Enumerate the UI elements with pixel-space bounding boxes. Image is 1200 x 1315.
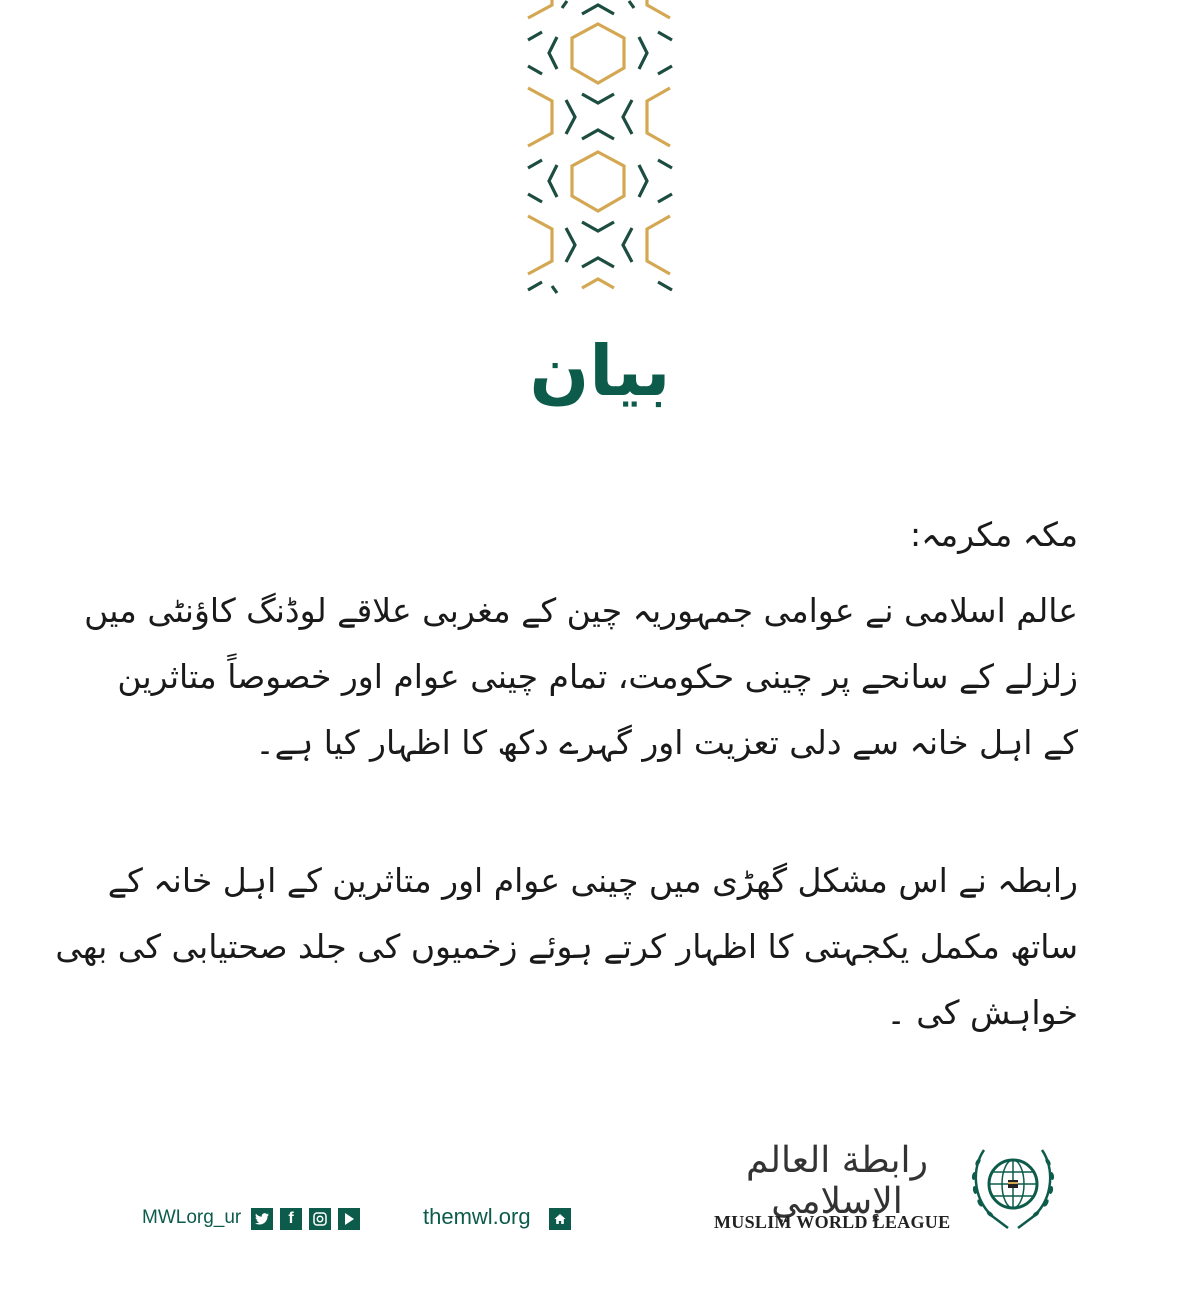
muslim-world-league-emblem-icon xyxy=(968,1142,1058,1234)
logo-arabic-text: رابطة العالم الإسلامي xyxy=(746,1140,928,1222)
paragraph-2 xyxy=(55,848,1078,1046)
website-link[interactable]: themwl.org xyxy=(423,1204,531,1229)
twitter-icon[interactable] xyxy=(251,1208,273,1230)
dateline-location: مکہ مکرمہ: xyxy=(910,515,1078,554)
paragraph-line: کے اہل خانہ سے دلی تعزیت اور گہرے دکھ کا اظہار کیا ہے۔ xyxy=(255,723,1078,762)
paragraph-line: ساتھ مکمل یکجہتی کا اظہار کرتے ہوئے زخمیوں کی جلد صحتیابی کی بھی xyxy=(55,927,1078,966)
logo-english-text: MUSLIM WORLD LEAGUE xyxy=(714,1212,951,1232)
paragraph-1 xyxy=(84,578,1078,776)
paragraph-line: عالم اسلامی نے عوامی جمہوریہ چین کے مغربی علاقے لوڈنگ کاؤنٹی میں xyxy=(84,591,1078,630)
decorative-geometric-pattern xyxy=(520,0,680,295)
instagram-icon[interactable] xyxy=(309,1208,331,1230)
facebook-icon[interactable]: f xyxy=(280,1208,302,1230)
paragraph-line: رابطہ نے اس مشکل گھڑی میں چینی عوام اور متاثرین کے اہل خانہ کے xyxy=(107,861,1078,900)
social-handle[interactable]: MWLorg_ur xyxy=(142,1207,242,1228)
home-icon[interactable] xyxy=(549,1208,571,1230)
youtube-icon[interactable] xyxy=(338,1208,360,1230)
page-title: بیان xyxy=(529,330,671,412)
paragraph-line: خواہش کی ۔ xyxy=(886,993,1078,1032)
paragraph-line: زلزلے کے سانحے پر چینی حکومت، تمام چینی عوام اور خصوصاً متاثرین xyxy=(117,657,1078,696)
